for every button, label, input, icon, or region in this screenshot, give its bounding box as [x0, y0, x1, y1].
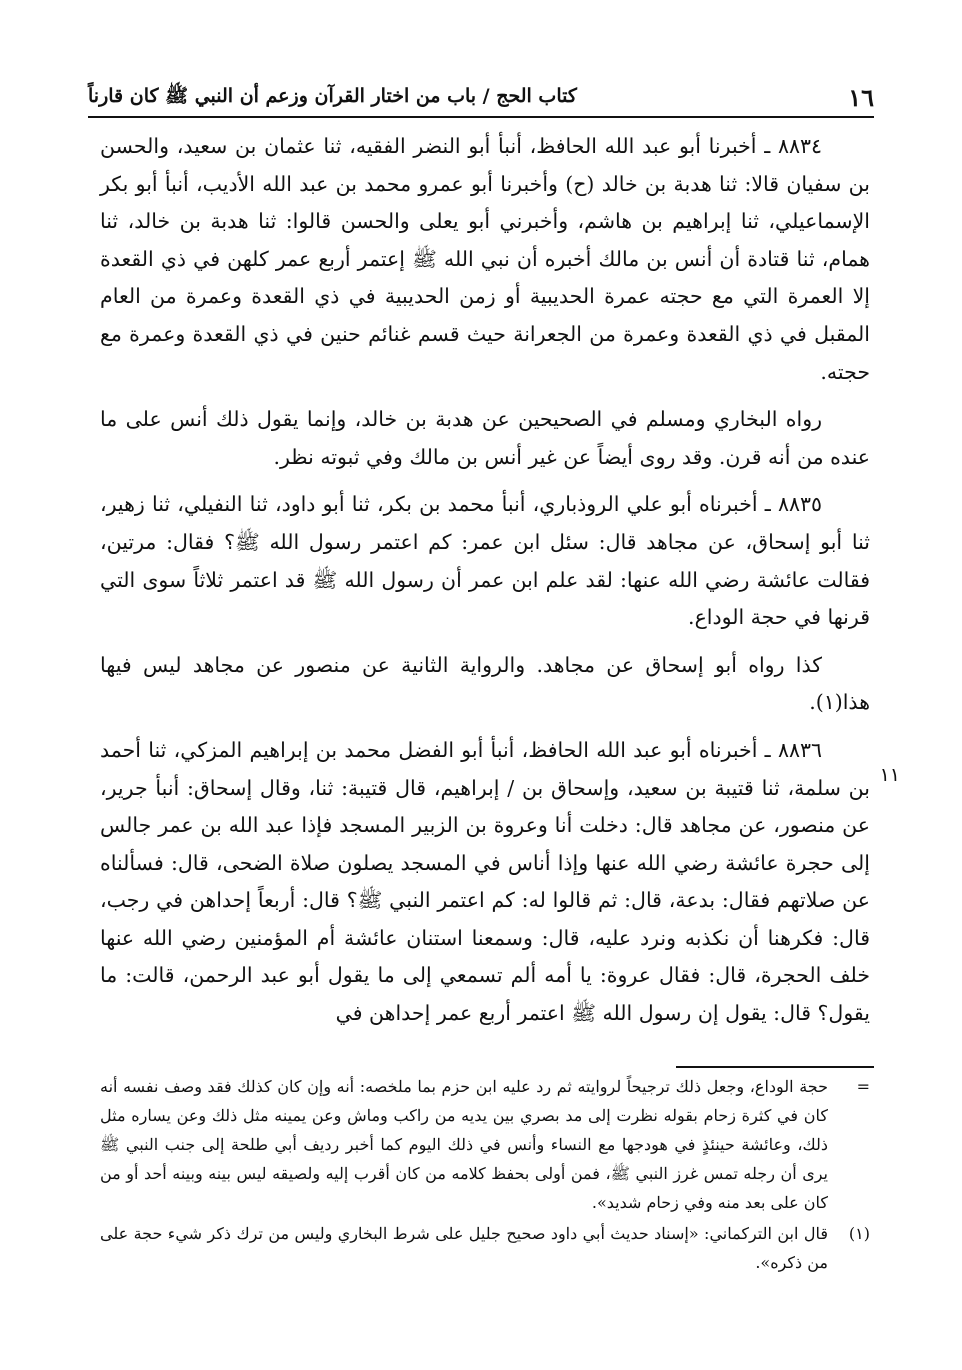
- footnote-continued: [100, 1072, 870, 1217]
- hadith-8836: ٨٨٣٦ ـ أخبرناه أبو عبد الله الحافظ، أنبأ أبو الفضل محمد بن إبراهيم المزكي، ثنا أحمد بن سلمة، ثنا قتيبة بن سعيد، وإسحاق بن / إبراهيم، قال قتيبة: ثنا، وقال إسحاق: أنبأ جرير، عن منصور، عن مجاهد قال: دخلت أنا وعروة بن الزبير المسجد فإذا عبد الله بن عمر جالس إلى حجرة عائشة رضي الله عنها وإذا أناس في المسجد يصلون صلاة الضحى، قال: فسألناه عن صلاتهم فقال: بدعة، قال: ثم قالوا له: كم اعتمر النبي ﷺ؟ قال: أربعاً إحداهن في رجب، قال: فكرهنا أن نكذبه ونرد عليه، قال: وسمعنا استنان عائشة أم المؤمنين رضي الله عنها خلف الحجرة، قال: فقال عروة: يا أمه ألم تسمعي إلى ما يقول أبو عبد الرحمن، قالت: ما يقول؟ قال: يقول إن رسول الله ﷺ اعتمر أربع عمر إحداهن في: [100, 737, 870, 1026]
- hadith-8835: ٨٨٣٥ ـ أخبرناه أبو علي الروذباري، أنبأ محمد بن بكر، ثنا أبو داود، ثنا النفيلي، ثنا زهير، ثنا أبو إسحاق، عن مجاهد قال: سئل ابن عمر: كم اعتمر رسول الله ﷺ؟ فقال: مرتين، فقالت عائشة رضي الله عنها: لقد علم ابن عمر أن رسول الله ﷺ قد اعتمر ثلاثاً سوى التي قرنها في حجة الوداع.: [100, 492, 870, 630]
- main-text: [100, 128, 870, 1043]
- footnote-mark: =: [856, 1077, 870, 1096]
- footnote-text: قال ابن التركماني: «إسناد حديث أبي داود صحيح جليل على شرط البخاري وليس من ترك ذكر شيء حجة على من ذكره».: [100, 1224, 828, 1272]
- footnotes: [100, 1072, 870, 1279]
- footnote-separator: [676, 1066, 874, 1068]
- running-title: كتاب الحج / باب من اختار القرآن وزعم أن النبي ﷺ كان قارناً: [88, 85, 577, 107]
- margin-folio-number: ١١: [879, 764, 900, 786]
- footnote-1: [100, 1219, 870, 1277]
- page-number: ١٦: [848, 83, 874, 112]
- hadith-8834: ٨٨٣٤ ـ أخبرنا أبو عبد الله الحافظ، أنبأ أبو النضر الفقيه، ثنا عثمان بن سعيد، والحسن بن سفيان قالا: ثنا هدبة بن خالد (ح) وأخبرنا أبو عمرو محمد بن عبد الله الأديب، أنبأ أبو بكر الإسماعيلي، ثنا إبراهيم بن هاشم، وأخبرني أبو يعلى والحسن قالوا: ثنا هدبة بن خالد، ثنا همام، ثنا قتادة أن أنس بن مالك أخبره أن نبي الله ﷺ إعتمر أربع عمر كلهن في ذي القعدة إلا العمرة التي مع حجته عمرة الحديبية أو زمن الحديبية في ذي القعدة وعمرة من العام المقبل في ذي القعدة وعمرة من الجعرانة حيث قسم غنائم حنين في ذي القعدة وعمرة مع حجته.: [100, 134, 870, 384]
- commentary-paragraph: رواه البخاري ومسلم في الصحيحين عن هدبة بن خالد، وإنما يقول ذلك أنس على ما عنده من أنه قرن. وقد روى أيضاً عن غير أنس بن مالك وفي ثبوته نظر.: [100, 407, 870, 469]
- page-header: [88, 82, 874, 118]
- commentary-paragraph: كذا رواه أبو إسحاق عن مجاهد. والرواية الثانية عن منصور عن مجاهد ليس فيها هذا(١).: [100, 652, 870, 715]
- footnote-mark: (١): [848, 1224, 870, 1243]
- footnote-text: حجة الوداع، وجعل ذلك ترجيحاً لروايته ثم رد عليه ابن حزم بما ملخصه: أنه وإن كان كذلك فقد وصف نفسه أنه كان في كثرة زحام بقوله نظرت إلى مد بصري بين يديه من راكب وماش وعن يمينه مثل ذلك وعن يساره مثل ذلك، وعائشة حينئذٍ في هودجها مع النساء وأنس في ذلك اليوم كما أخبر رديف أبي طلحة إلى جنب النبي ﷺ يرى أن رجله تمس غرز النبي ﷺ، فمن أولى بحفظ كلامه من كان أقرب إليه ولصيقه ليس بينه وبينه أحد أو من كان على بعد منه وفي زحام شديد».: [100, 1077, 829, 1212]
